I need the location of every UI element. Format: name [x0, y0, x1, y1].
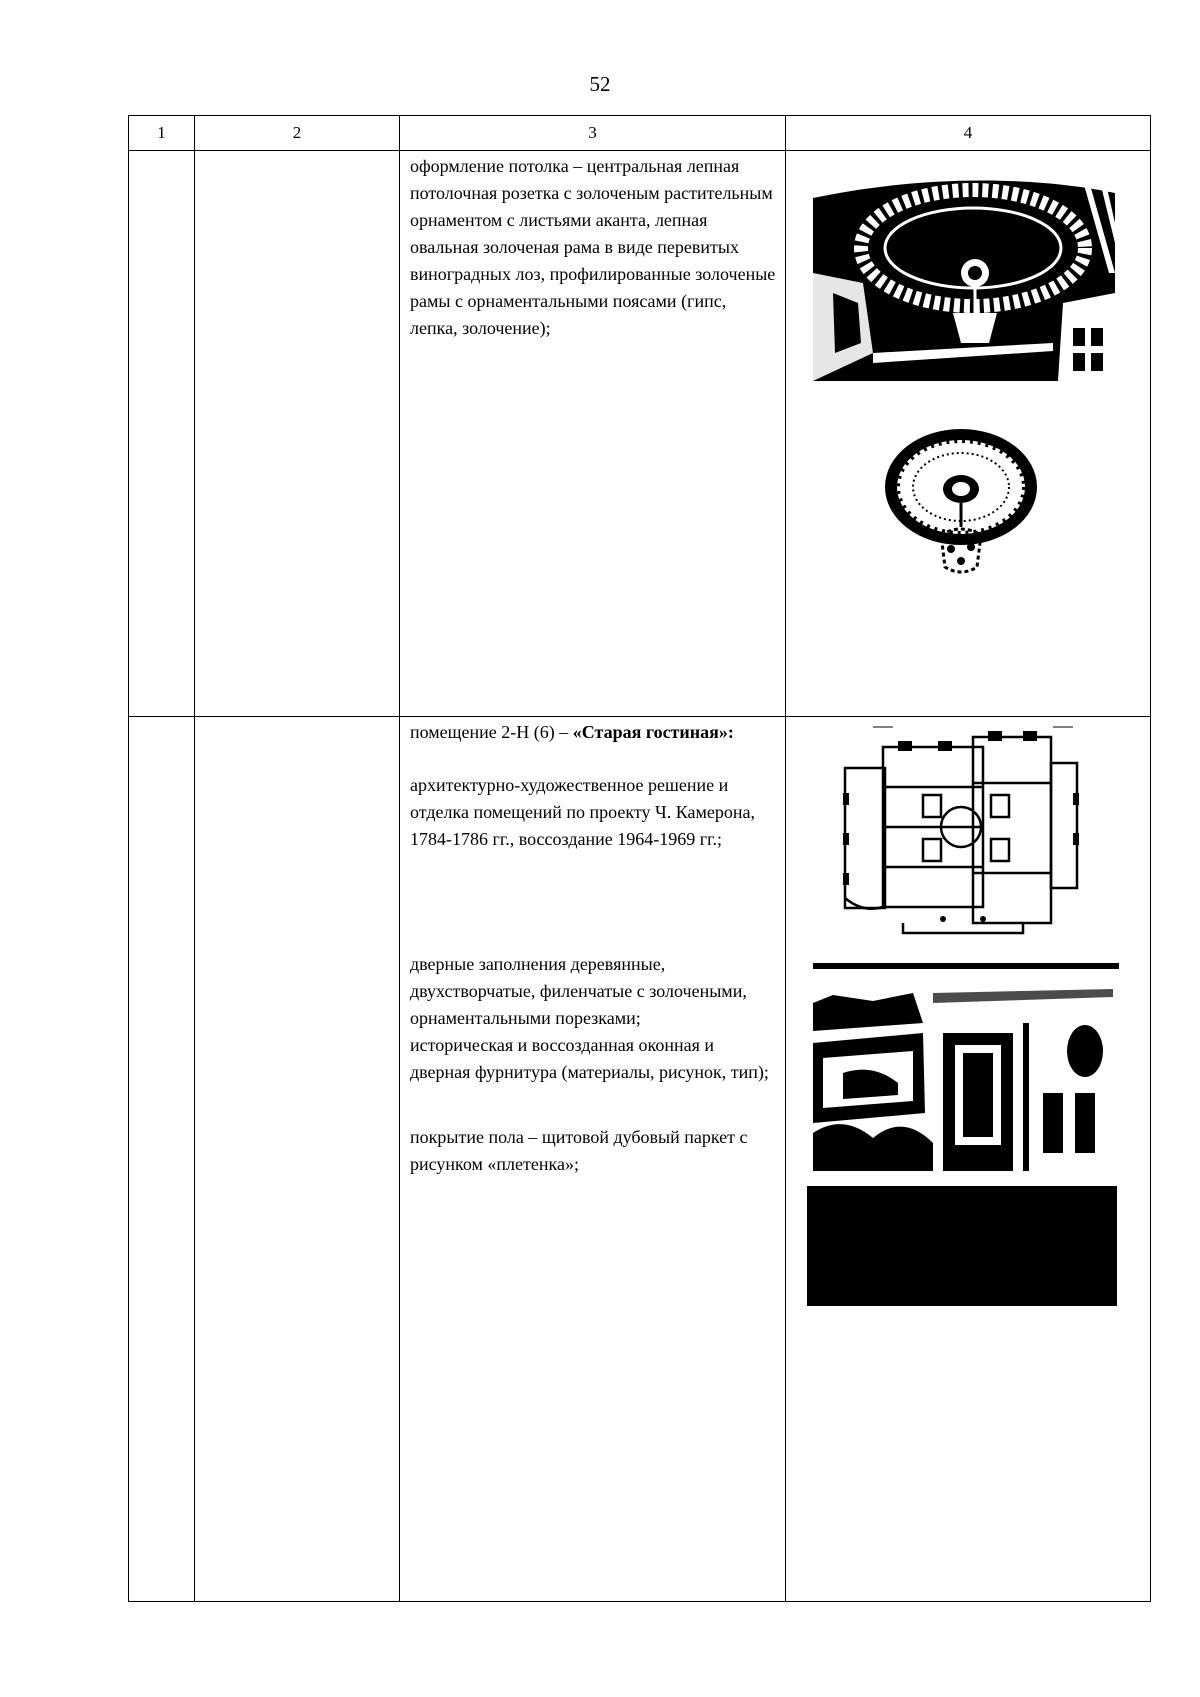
row1-col4-images	[786, 151, 1151, 717]
room-title	[410, 719, 777, 746]
row2-col1	[129, 717, 195, 1602]
header-col-4: 4	[786, 116, 1151, 151]
heritage-table	[128, 115, 1151, 1602]
header-col-1: 1	[129, 116, 195, 151]
interior-photo	[813, 963, 1119, 1171]
row1-col1	[129, 151, 195, 717]
architecture-description: архитектурно-художественное решение и отделка помещений по проекту Ч. Камерона, 1784-1786 гг., воссоздание 1964-1969 гг.;	[410, 775, 755, 849]
ceiling-photo	[813, 153, 1115, 381]
table-row	[129, 151, 1151, 717]
room-title-prefix: помещение 2-Н (6) –	[410, 722, 573, 742]
header-col-3: 3	[400, 116, 786, 151]
parquet-photo	[807, 1186, 1117, 1306]
floor-plan-drawing	[843, 723, 1083, 935]
page-number: 52	[589, 72, 611, 96]
table-header-row	[129, 116, 1151, 151]
table-row	[129, 717, 1151, 1602]
row2-col3	[400, 717, 786, 1602]
header-col-2: 2	[195, 116, 400, 151]
row1-col2	[195, 151, 400, 717]
doors-description: дверные заполнения деревянные, двухстворчатые, филенчатые с золочеными, орнаментальными порезками;	[410, 954, 747, 1028]
row2-col4-images	[786, 717, 1151, 1602]
row2-col2	[195, 717, 400, 1602]
room-title-name: «Старая гостиная»:	[572, 722, 734, 742]
row1-col3	[400, 151, 786, 717]
floor-description: покрытие пола – щитовой дубовый паркет с рисунком «плетенка»;	[410, 1127, 748, 1174]
ceiling-description: оформление потолка – центральная лепная потолочная розетка с золоченым растительным орнаментом с листьями аканта, лепная овальная золоченая рама в виде перевитых виноградных лоз, профилированные золоченые рамы с орнаментальными поясами (гипс, лепка, золочение);	[410, 156, 776, 338]
rosette-chandelier-photo	[881, 427, 1041, 587]
hardware-description: историческая и воссозданная оконная и дверная фурнитура (материалы, рисунок, тип);	[410, 1035, 769, 1082]
